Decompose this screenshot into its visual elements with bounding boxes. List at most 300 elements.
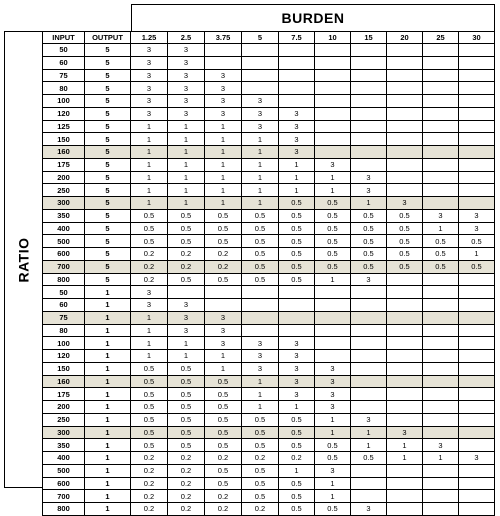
- burden-title: BURDEN: [131, 4, 495, 31]
- output-cell: 5: [85, 56, 131, 69]
- accuracy-cell: 0.5: [242, 439, 279, 452]
- accuracy-cell: 3: [168, 107, 205, 120]
- accuracy-cell: 1: [168, 120, 205, 133]
- accuracy-cell: 3: [315, 375, 351, 388]
- input-cell: 800: [43, 503, 85, 516]
- accuracy-cell: 3: [205, 95, 242, 108]
- output-cell: 1: [85, 375, 131, 388]
- accuracy-cell: [459, 299, 495, 312]
- accuracy-cell: 3: [168, 56, 205, 69]
- accuracy-cell: [459, 44, 495, 57]
- accuracy-cell: [351, 388, 387, 401]
- output-cell: 5: [85, 82, 131, 95]
- accuracy-cell: [459, 477, 495, 490]
- accuracy-cell: 0.5: [242, 490, 279, 503]
- accuracy-cell: 3: [168, 69, 205, 82]
- table-row: [43, 120, 495, 133]
- accuracy-cell: 0.2: [168, 464, 205, 477]
- accuracy-cell: 1: [242, 375, 279, 388]
- accuracy-cell: 3: [131, 44, 168, 57]
- accuracy-cell: [423, 184, 459, 197]
- table-row: [43, 401, 495, 414]
- accuracy-cell: 1: [242, 133, 279, 146]
- accuracy-cell: [351, 401, 387, 414]
- accuracy-cell: [459, 158, 495, 171]
- accuracy-cell: 1: [242, 401, 279, 414]
- accuracy-cell: 0.5: [242, 209, 279, 222]
- output-cell: 5: [85, 95, 131, 108]
- accuracy-cell: 0.5: [205, 477, 242, 490]
- accuracy-cell: 3: [351, 171, 387, 184]
- output-cell: 1: [85, 413, 131, 426]
- accuracy-cell: 1: [205, 197, 242, 210]
- accuracy-cell: [315, 286, 351, 299]
- accuracy-cell: 3: [242, 120, 279, 133]
- accuracy-cell: [387, 107, 423, 120]
- accuracy-cell: 0.5: [351, 222, 387, 235]
- table-row: [43, 388, 495, 401]
- accuracy-cell: 3: [459, 209, 495, 222]
- accuracy-cell: [459, 69, 495, 82]
- accuracy-cell: [423, 82, 459, 95]
- table-row: [43, 95, 495, 108]
- accuracy-cell: [423, 388, 459, 401]
- accuracy-cell: 1: [168, 158, 205, 171]
- accuracy-cell: 0.2: [131, 248, 168, 261]
- accuracy-cell: 0.5: [131, 209, 168, 222]
- accuracy-cell: [423, 107, 459, 120]
- input-cell: 500: [43, 235, 85, 248]
- accuracy-cell: [387, 95, 423, 108]
- input-cell: 60: [43, 56, 85, 69]
- accuracy-cell: 3: [279, 388, 315, 401]
- burden-column-header: 1.25: [131, 32, 168, 44]
- accuracy-cell: [459, 388, 495, 401]
- accuracy-cell: [351, 158, 387, 171]
- output-cell: 1: [85, 350, 131, 363]
- table-row: [43, 362, 495, 375]
- accuracy-cell: 3: [351, 413, 387, 426]
- table-row: [43, 248, 495, 261]
- accuracy-cell: 0.2: [131, 452, 168, 465]
- accuracy-cell: 0.5: [351, 452, 387, 465]
- input-cell: 120: [43, 350, 85, 363]
- table-row: [43, 260, 495, 273]
- accuracy-cell: [387, 82, 423, 95]
- accuracy-cell: 3: [279, 146, 315, 159]
- accuracy-cell: 1: [131, 133, 168, 146]
- accuracy-cell: [351, 299, 387, 312]
- output-cell: 5: [85, 44, 131, 57]
- accuracy-cell: 3: [168, 82, 205, 95]
- accuracy-cell: 0.5: [315, 235, 351, 248]
- accuracy-cell: 1: [131, 171, 168, 184]
- accuracy-cell: [315, 107, 351, 120]
- accuracy-cell: 3: [351, 273, 387, 286]
- accuracy-cell: 3: [315, 464, 351, 477]
- accuracy-cell: [242, 286, 279, 299]
- burden-column-header: 25: [423, 32, 459, 44]
- accuracy-cell: 1: [279, 158, 315, 171]
- input-cell: 175: [43, 388, 85, 401]
- accuracy-cell: 1: [168, 197, 205, 210]
- burden-column-header: 20: [387, 32, 423, 44]
- output-cell: 5: [85, 69, 131, 82]
- accuracy-cell: 0.5: [279, 413, 315, 426]
- table-row: [43, 413, 495, 426]
- accuracy-cell: 0.5: [315, 452, 351, 465]
- accuracy-cell: [279, 95, 315, 108]
- accuracy-cell: [423, 158, 459, 171]
- accuracy-cell: 3: [279, 133, 315, 146]
- accuracy-cell: [387, 171, 423, 184]
- input-cell: 120: [43, 107, 85, 120]
- accuracy-cell: [423, 337, 459, 350]
- accuracy-cell: 3: [168, 324, 205, 337]
- table-row: [43, 452, 495, 465]
- accuracy-cell: [423, 273, 459, 286]
- accuracy-cell: 0.2: [168, 503, 205, 516]
- accuracy-cell: 0.5: [315, 248, 351, 261]
- accuracy-cell: 0.2: [205, 260, 242, 273]
- accuracy-cell: [351, 362, 387, 375]
- accuracy-cell: [351, 146, 387, 159]
- input-cell: 800: [43, 273, 85, 286]
- input-cell: 100: [43, 337, 85, 350]
- accuracy-cell: [423, 311, 459, 324]
- accuracy-cell: [387, 401, 423, 414]
- table-row: [43, 146, 495, 159]
- accuracy-cell: [423, 120, 459, 133]
- accuracy-cell: 0.2: [205, 452, 242, 465]
- accuracy-cell: 3: [131, 299, 168, 312]
- accuracy-cell: 0.5: [168, 235, 205, 248]
- accuracy-cell: 0.5: [351, 235, 387, 248]
- accuracy-cell: [387, 337, 423, 350]
- table-row: [43, 299, 495, 312]
- accuracy-cell: 3: [315, 362, 351, 375]
- output-cell: 1: [85, 401, 131, 414]
- accuracy-cell: 1: [315, 413, 351, 426]
- accuracy-cell: 1: [205, 350, 242, 363]
- input-cell: 160: [43, 375, 85, 388]
- accuracy-cell: [387, 158, 423, 171]
- input-cell: 700: [43, 490, 85, 503]
- accuracy-cell: [459, 120, 495, 133]
- accuracy-cell: 0.5: [315, 503, 351, 516]
- accuracy-cell: [459, 362, 495, 375]
- accuracy-cell: [423, 133, 459, 146]
- output-cell: 1: [85, 388, 131, 401]
- accuracy-cell: [279, 82, 315, 95]
- input-cell: 350: [43, 439, 85, 452]
- accuracy-cell: 0.5: [168, 222, 205, 235]
- table-row: [43, 337, 495, 350]
- accuracy-cell: 0.5: [351, 260, 387, 273]
- output-cell: 5: [85, 235, 131, 248]
- output-cell: 1: [85, 324, 131, 337]
- accuracy-cell: 0.5: [315, 222, 351, 235]
- accuracy-cell: 0.5: [205, 464, 242, 477]
- output-cell: 1: [85, 426, 131, 439]
- table-row: [43, 235, 495, 248]
- table-row: [43, 477, 495, 490]
- accuracy-cell: [279, 56, 315, 69]
- accuracy-cell: 3: [131, 82, 168, 95]
- input-cell: 700: [43, 260, 85, 273]
- burden-ratio-table: [42, 31, 495, 516]
- accuracy-cell: 3: [315, 401, 351, 414]
- input-cell: 175: [43, 158, 85, 171]
- accuracy-cell: [459, 375, 495, 388]
- accuracy-cell: 0.5: [279, 273, 315, 286]
- accuracy-cell: 1: [205, 184, 242, 197]
- accuracy-cell: [315, 120, 351, 133]
- accuracy-cell: [423, 44, 459, 57]
- accuracy-cell: 3: [205, 69, 242, 82]
- accuracy-cell: [351, 286, 387, 299]
- accuracy-cell: 3: [459, 222, 495, 235]
- accuracy-cell: [351, 477, 387, 490]
- ratio-label-text: RATIO: [15, 236, 32, 283]
- burden-column-header: 5: [242, 32, 279, 44]
- accuracy-cell: [279, 44, 315, 57]
- accuracy-cell: [351, 44, 387, 57]
- accuracy-cell: [351, 56, 387, 69]
- output-cell: 5: [85, 209, 131, 222]
- accuracy-cell: 1: [279, 464, 315, 477]
- accuracy-cell: [459, 171, 495, 184]
- accuracy-cell: [279, 69, 315, 82]
- accuracy-cell: 3: [242, 95, 279, 108]
- accuracy-cell: [387, 324, 423, 337]
- accuracy-cell: 1: [168, 350, 205, 363]
- accuracy-cell: 3: [205, 107, 242, 120]
- accuracy-cell: 0.5: [242, 222, 279, 235]
- accuracy-cell: 0.5: [459, 260, 495, 273]
- accuracy-cell: 1: [387, 452, 423, 465]
- accuracy-cell: 3: [168, 95, 205, 108]
- accuracy-cell: 3: [279, 375, 315, 388]
- accuracy-cell: [279, 286, 315, 299]
- output-cell: 5: [85, 248, 131, 261]
- input-cell: 160: [43, 146, 85, 159]
- accuracy-cell: 3: [279, 337, 315, 350]
- accuracy-cell: [423, 490, 459, 503]
- accuracy-cell: 1: [131, 158, 168, 171]
- accuracy-cell: [423, 464, 459, 477]
- accuracy-cell: [423, 324, 459, 337]
- output-cell: 5: [85, 120, 131, 133]
- accuracy-cell: 0.5: [423, 235, 459, 248]
- input-cell: 250: [43, 184, 85, 197]
- accuracy-cell: [387, 362, 423, 375]
- accuracy-cell: [459, 56, 495, 69]
- accuracy-cell: 0.2: [131, 464, 168, 477]
- accuracy-cell: 0.5: [242, 248, 279, 261]
- accuracy-cell: [423, 350, 459, 363]
- accuracy-cell: 0.5: [168, 426, 205, 439]
- accuracy-cell: 0.5: [205, 439, 242, 452]
- accuracy-cell: [315, 146, 351, 159]
- accuracy-cell: 0.5: [387, 235, 423, 248]
- accuracy-cell: [423, 95, 459, 108]
- accuracy-cell: 1: [315, 171, 351, 184]
- accuracy-cell: 0.2: [168, 452, 205, 465]
- accuracy-cell: 0.5: [279, 439, 315, 452]
- input-cell: 80: [43, 324, 85, 337]
- accuracy-cell: [315, 311, 351, 324]
- burden-column-header: 10: [315, 32, 351, 44]
- accuracy-cell: [351, 375, 387, 388]
- accuracy-cell: 0.2: [131, 490, 168, 503]
- accuracy-cell: 0.2: [131, 477, 168, 490]
- accuracy-cell: 3: [131, 95, 168, 108]
- accuracy-cell: 3: [168, 44, 205, 57]
- accuracy-cell: 1: [315, 426, 351, 439]
- input-cell: 400: [43, 222, 85, 235]
- accuracy-cell: 0.5: [168, 209, 205, 222]
- accuracy-cell: 1: [205, 158, 242, 171]
- accuracy-cell: 3: [205, 324, 242, 337]
- accuracy-cell: 0.5: [131, 235, 168, 248]
- accuracy-cell: 0.5: [205, 375, 242, 388]
- accuracy-cell: 1: [459, 248, 495, 261]
- accuracy-cell: 1: [168, 337, 205, 350]
- table-row: [43, 503, 495, 516]
- accuracy-cell: 0.5: [242, 273, 279, 286]
- accuracy-cell: 1: [315, 273, 351, 286]
- accuracy-cell: [279, 299, 315, 312]
- accuracy-cell: [351, 120, 387, 133]
- input-cell: 400: [43, 452, 85, 465]
- ratio-side-label: [4, 31, 42, 488]
- accuracy-cell: [315, 69, 351, 82]
- output-cell: 5: [85, 146, 131, 159]
- accuracy-cell: [168, 286, 205, 299]
- table-row: [43, 56, 495, 69]
- accuracy-cell: [351, 490, 387, 503]
- table-row: [43, 82, 495, 95]
- input-cell: 150: [43, 133, 85, 146]
- accuracy-cell: 3: [351, 184, 387, 197]
- accuracy-cell: 1: [168, 133, 205, 146]
- accuracy-cell: [387, 120, 423, 133]
- accuracy-cell: 1: [351, 426, 387, 439]
- input-cell: 60: [43, 299, 85, 312]
- output-cell: 5: [85, 260, 131, 273]
- accuracy-cell: 0.2: [205, 503, 242, 516]
- accuracy-cell: 1: [168, 171, 205, 184]
- accuracy-cell: 3: [131, 286, 168, 299]
- output-cell: 5: [85, 184, 131, 197]
- accuracy-cell: 0.5: [279, 248, 315, 261]
- accuracy-cell: 3: [168, 299, 205, 312]
- output-cell: 1: [85, 490, 131, 503]
- accuracy-cell: 0.5: [205, 273, 242, 286]
- accuracy-cell: [423, 477, 459, 490]
- output-cell: 5: [85, 107, 131, 120]
- output-cell: 5: [85, 171, 131, 184]
- accuracy-cell: 3: [131, 107, 168, 120]
- input-cell: 150: [43, 362, 85, 375]
- accuracy-cell: [387, 44, 423, 57]
- accuracy-cell: [459, 184, 495, 197]
- accuracy-cell: [423, 503, 459, 516]
- accuracy-cell: 1: [242, 388, 279, 401]
- accuracy-cell: [387, 286, 423, 299]
- accuracy-cell: 1: [205, 362, 242, 375]
- accuracy-cell: 3: [205, 311, 242, 324]
- accuracy-cell: 0.5: [242, 464, 279, 477]
- accuracy-cell: 0.2: [131, 273, 168, 286]
- accuracy-cell: [459, 311, 495, 324]
- input-cell: 250: [43, 413, 85, 426]
- accuracy-cell: 0.5: [351, 248, 387, 261]
- table-header-row: [43, 32, 495, 44]
- input-cell: 75: [43, 311, 85, 324]
- input-cell: 300: [43, 197, 85, 210]
- accuracy-cell: 1: [279, 184, 315, 197]
- output-cell: 1: [85, 286, 131, 299]
- input-cell: 75: [43, 69, 85, 82]
- accuracy-cell: [423, 426, 459, 439]
- accuracy-cell: [459, 503, 495, 516]
- accuracy-cell: 3: [279, 350, 315, 363]
- accuracy-cell: [351, 69, 387, 82]
- accuracy-cell: [205, 286, 242, 299]
- accuracy-cell: [459, 324, 495, 337]
- accuracy-cell: [423, 401, 459, 414]
- accuracy-cell: 0.2: [168, 477, 205, 490]
- accuracy-cell: [423, 286, 459, 299]
- accuracy-cell: 0.5: [131, 375, 168, 388]
- accuracy-cell: 1: [205, 146, 242, 159]
- accuracy-cell: 1: [168, 184, 205, 197]
- output-cell: 1: [85, 362, 131, 375]
- accuracy-cell: [387, 388, 423, 401]
- accuracy-cell: [315, 133, 351, 146]
- accuracy-cell: 0.5: [168, 388, 205, 401]
- accuracy-cell: [459, 401, 495, 414]
- accuracy-cell: [423, 299, 459, 312]
- accuracy-cell: [423, 197, 459, 210]
- accuracy-cell: 1: [205, 120, 242, 133]
- accuracy-cell: [459, 107, 495, 120]
- accuracy-cell: 1: [168, 146, 205, 159]
- accuracy-cell: 0.5: [279, 477, 315, 490]
- accuracy-cell: [459, 413, 495, 426]
- accuracy-cell: 1: [351, 197, 387, 210]
- accuracy-cell: 1: [131, 146, 168, 159]
- accuracy-cell: [387, 477, 423, 490]
- accuracy-cell: 0.5: [279, 426, 315, 439]
- accuracy-cell: 0.5: [131, 439, 168, 452]
- accuracy-cell: 0.5: [279, 260, 315, 273]
- accuracy-cell: [205, 299, 242, 312]
- accuracy-cell: 1: [131, 197, 168, 210]
- accuracy-cell: 3: [168, 311, 205, 324]
- accuracy-cell: [459, 286, 495, 299]
- input-cell: 500: [43, 464, 85, 477]
- accuracy-cell: 0.5: [387, 248, 423, 261]
- accuracy-cell: [351, 95, 387, 108]
- table-row: [43, 44, 495, 57]
- table-row: [43, 69, 495, 82]
- accuracy-cell: [387, 311, 423, 324]
- accuracy-cell: [242, 324, 279, 337]
- table-row: [43, 273, 495, 286]
